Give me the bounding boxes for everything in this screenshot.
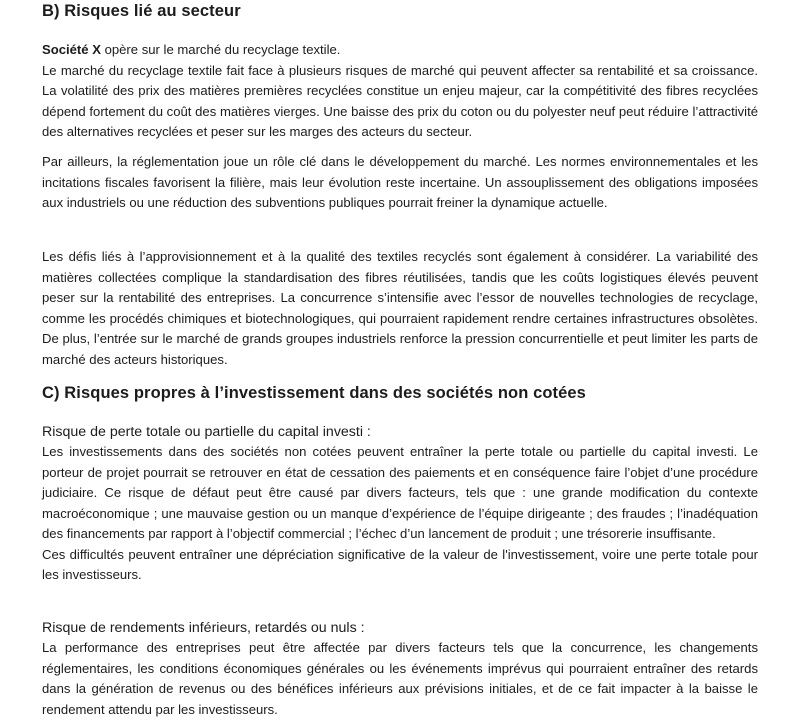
section-c-heading: C) Risques propres à l’investissement dans des sociétés non cotées (42, 384, 586, 402)
capital-loss-risk-paragraph-1: Les investissements dans des sociétés non cotées peuvent entraîner la perte totale ou partielle du capital investi. Le porteur de projet pourrait se retrouver en état de cessation des paiements et en conséquence faire l’objet d’une procédure judiciaire. Ce risque de défaut peut être causé par divers facteurs, tels que : une grande modification du contexte macroéconomique ; une mauvaise gestion ou un manque d’expérience de l’équipe dirigeante ; des fraudes ; l’inadéquation des financements par rapport à l’objectif commercial ; l’échec d’un lancement de produit ; une trésorerie insuffisante. (42, 444, 758, 541)
section-b-intro (42, 40, 758, 143)
section-b-paragraph-2: Par ailleurs, la réglementation joue un rôle clé dans le développement du marché. Les normes environnementales et les incitations fiscales favorisent la filière, mais leur évolution reste incertaine. Un assouplissement des obligations imposées aux industriels ou une réduction des subventions publiques pourrait freiner la dynamique actuelle. (42, 154, 758, 210)
returns-risk-block (42, 618, 758, 720)
company-intro-line (42, 40, 758, 61)
section-b-paragraph-1: Le marché du recyclage textile fait face à plusieurs risques de marché qui peuvent affecter sa rentabilité et sa croissance. La volatilité des prix des matières premières recyclées constitue un enjeu majeur, car la compétitivité des fibres recyclées dépend fortement du coût des matières vierges. Une baisse des prix du coton ou du polyester neuf peut réduire l’attractivité des alternatives recyclées et peser sur les marges des acteurs du secteur. (42, 62, 758, 139)
returns-risk-paragraph: La performance des entreprises peut être affectée par divers facteurs tels que la concurrence, les changements réglementaires, les conditions économiques générales ou les événements imprévus qui pourraient entraîner des retards dans la génération de revenus ou des bénéfices inférieurs aux prévisions initiales, et de ce fait impacter à la baisse le rendement attendu par les investisseurs. (42, 640, 758, 717)
section-b-paragraph-2-block (42, 152, 758, 214)
section-b-paragraph-3-block (42, 247, 758, 370)
returns-risk-title: Risque de rendements inférieurs, retardés ou nuls : (42, 620, 365, 636)
section-b-heading: B) Risques lié au secteur (42, 2, 241, 20)
company-name: Société X (42, 42, 101, 57)
capital-loss-risk-title: Risque de perte totale ou partielle du capital investi : (42, 424, 371, 440)
capital-loss-risk-paragraph-2: Ces difficultés peuvent entraîner une dépréciation significative de la valeur de l'investissement, voire une perte totale pour les investisseurs. (42, 546, 758, 582)
capital-loss-risk-block (42, 422, 758, 586)
section-b-paragraph-3: Les défis liés à l’approvisionnement et à la qualité des textiles recyclés sont également à considérer. La variabilité des matières collectées complique la standardisation des fibres réutilisées, tandis que les coûts logistiques élevés peuvent peser sur la rentabilité des entreprises. La concurrence s’intensifie avec l’essor de nouvelles technologies de recyclage, comme les procédés chimiques et biotechnologiques, qui pourraient rapidement rendre certaines infrastructures obsolètes. De plus, l’entrée sur le marché de grands groupes industriels renforce la pression concurrentielle et peut limiter les parts de marché des acteurs historiques. (42, 249, 758, 367)
company-intro-text: opère sur le marché du recyclage textile. (100, 42, 341, 57)
